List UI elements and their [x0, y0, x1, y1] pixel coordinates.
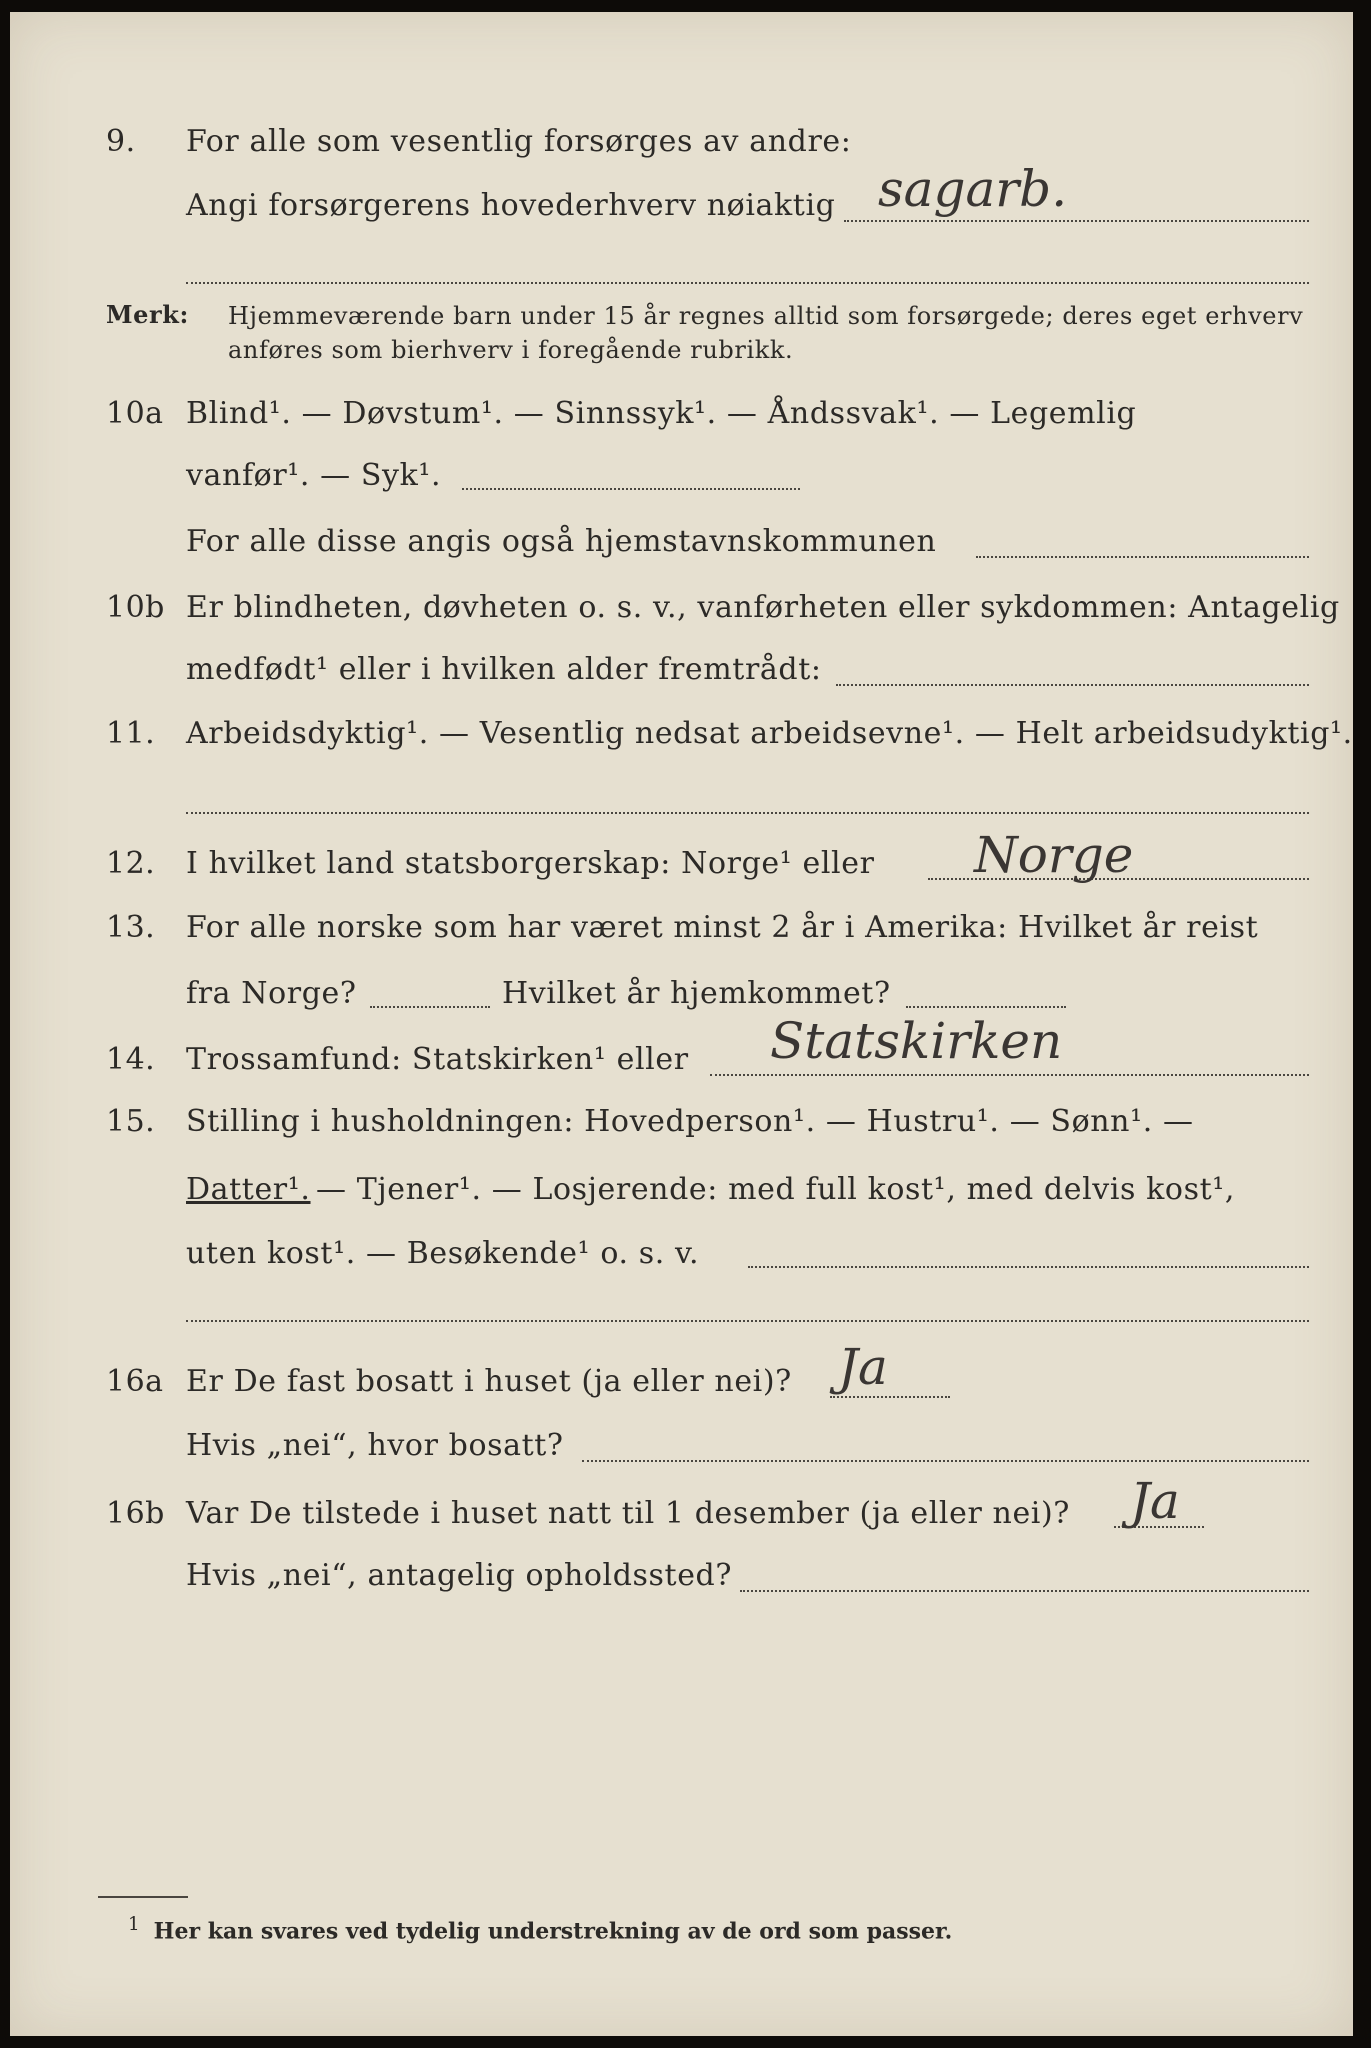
q15-extra-line[interactable]: [186, 1320, 1309, 1322]
q13-reist-line[interactable]: [370, 1006, 490, 1008]
q9-answer-line[interactable]: [844, 220, 1309, 222]
q15-datter-underlined: Datter¹.: [186, 1172, 311, 1207]
q10b-answer-line[interactable]: [836, 684, 1309, 686]
q14-line1: Trossamfund: Statskirken¹ eller: [186, 1042, 689, 1077]
footnote: [128, 1914, 952, 1944]
q15-answer-line[interactable]: [748, 1266, 1309, 1268]
q16b-opholdssted-line[interactable]: [740, 1590, 1309, 1592]
q13-line2b: Hvilket år hjemkommet?: [502, 976, 891, 1011]
q14-answer-line[interactable]: [710, 1074, 1309, 1076]
q9-text-line2: Angi forsørgerens hovederhverv nøiaktig: [186, 188, 836, 223]
q16a-bosatt-line[interactable]: [582, 1460, 1309, 1462]
q16a-line1: Er De fast bosatt i huset (ja eller nei)?: [186, 1364, 792, 1399]
merk-line1: Hjemmeværende barn under 15 år regnes alltid som forsørgede; deres eget erhverv: [228, 302, 1304, 330]
q10a-line2: vanfør¹. — Syk¹.: [186, 458, 442, 493]
q10b-line2: medfødt¹ eller i hvilken alder fremtrådt:: [186, 652, 822, 687]
q15-line3: uten kost¹. — Besøkende¹ o. s. v.: [186, 1236, 700, 1271]
q16a-answer-line[interactable]: [830, 1396, 950, 1398]
q10a-line3: For alle disse angis også hjemstavnskommunen: [186, 524, 937, 559]
q16a-handwritten-answer: Ja: [838, 1338, 888, 1396]
merk-line2: anføres som bierhverv i foregående rubrikk.: [228, 336, 794, 364]
q11-answer-line[interactable]: [186, 812, 1309, 814]
q11-number: 11.: [106, 716, 156, 751]
footnote-rule: [98, 1896, 188, 1898]
q10a-number: 10a: [106, 396, 164, 431]
q16b-line2: Hvis „nei“, antagelig opholdssted?: [186, 1558, 733, 1593]
q9-number: 9.: [106, 124, 136, 159]
q13-hjemkommet-line[interactable]: [906, 1006, 1066, 1008]
q10b-line1: Er blindheten, døvheten o. s. v., vanførheten eller sykdommen: Antagelig: [186, 590, 1340, 625]
footnote-mark: 1: [128, 1914, 140, 1935]
q16b-line1: Var De tilstede i huset natt til 1 desember (ja eller nei)?: [186, 1496, 1070, 1531]
q10a-syk-line[interactable]: [462, 488, 800, 490]
q10b-number: 10b: [106, 590, 165, 625]
q16a-line2: Hvis „nei“, hvor bosatt?: [186, 1428, 564, 1463]
q12-number: 12.: [106, 846, 156, 881]
q13-number: 13.: [106, 910, 156, 945]
q13-line1: For alle norske som har været minst 2 år i Amerika: Hvilket år reist: [186, 910, 1259, 945]
q15-line2b: — Tjener¹. — Losjerende: med full kost¹, med delvis kost¹,: [316, 1172, 1236, 1207]
q12-handwritten-answer: Norge: [974, 826, 1134, 884]
q10a-kommune-line[interactable]: [976, 556, 1309, 558]
q14-handwritten-answer: Statskirken: [770, 1012, 1063, 1070]
q9-text-line1: For alle som vesentlig forsørges av andre:: [186, 124, 852, 159]
q16a-number: 16a: [106, 1364, 164, 1399]
q14-number: 14.: [106, 1042, 156, 1077]
footnote-text: Her kan svares ved tydelig understrekning av de ord som passer.: [153, 1918, 953, 1945]
q11-line1: Arbeidsdyktig¹. — Vesentlig nedsat arbeidsevne¹. — Helt arbeidsudyktig¹.: [186, 716, 1353, 751]
q12-line1: I hvilket land statsborgerskap: Norge¹ eller: [186, 846, 875, 881]
q15-line1: Stilling i husholdningen: Hovedperson¹. — Hustru¹. — Sønn¹. —: [186, 1104, 1194, 1139]
q16b-handwritten-answer: Ja: [1130, 1472, 1180, 1530]
q9-extra-line[interactable]: [186, 282, 1309, 284]
census-form-page: [10, 12, 1353, 2036]
q15-number: 15.: [106, 1104, 156, 1139]
q10a-line1: Blind¹. — Døvstum¹. — Sinnssyk¹. — Åndssvak¹. — Legemlig: [186, 396, 1137, 431]
q9-handwritten-answer: sagarb.: [878, 160, 1068, 218]
q16b-number: 16b: [106, 1496, 165, 1531]
merk-label: Merk:: [106, 300, 189, 329]
q13-line2a: fra Norge?: [186, 976, 357, 1011]
